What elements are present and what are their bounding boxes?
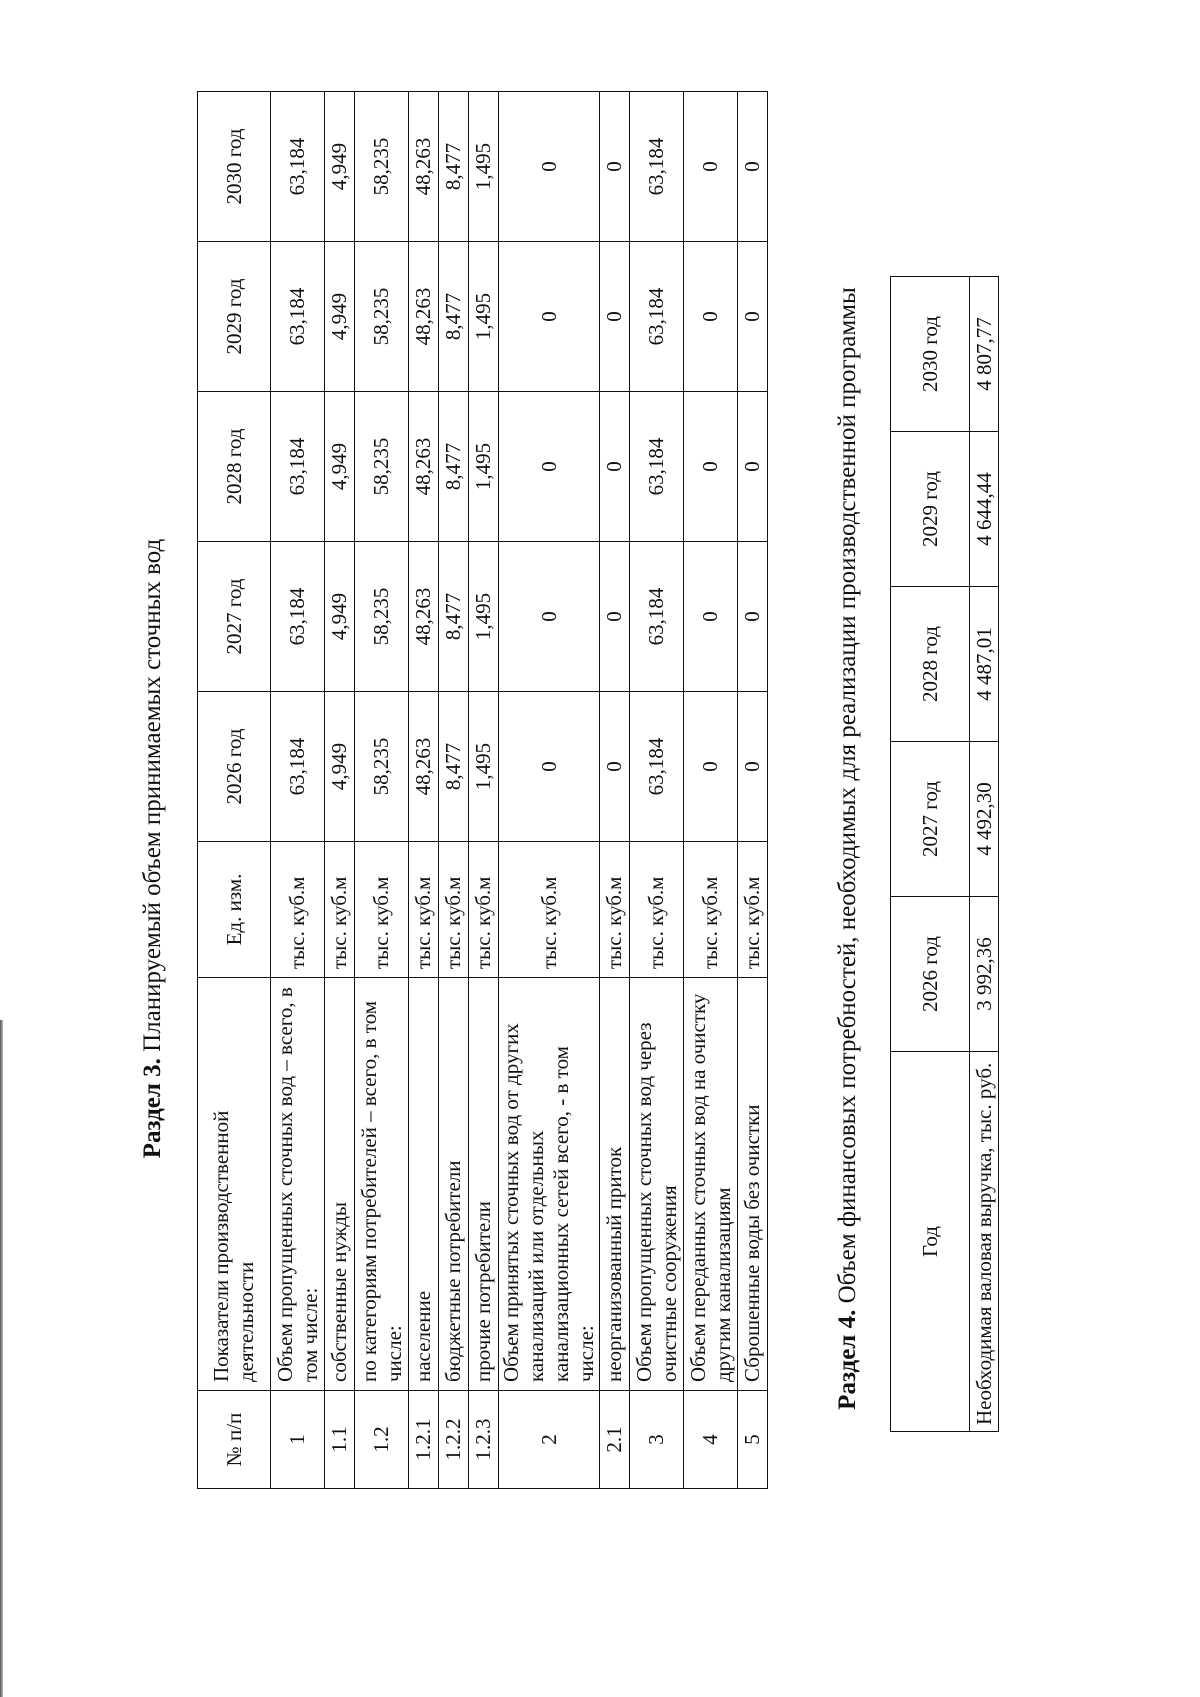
row-value: 8,477 <box>439 392 469 542</box>
table-row <box>409 92 439 1489</box>
row-indicator: бюджетные потребители <box>439 978 469 1391</box>
header-year: 2030 год <box>891 277 970 432</box>
row-value: 63,184 <box>271 542 325 692</box>
row-value: 48,263 <box>409 542 439 692</box>
row-value: 0 <box>738 692 768 842</box>
wastewater-volume-table <box>197 91 768 1489</box>
row-value: 8,477 <box>439 92 469 242</box>
row-value: 0 <box>499 692 600 842</box>
section3-title-number: Раздел 3. <box>139 1058 166 1159</box>
row-value: 1,495 <box>469 542 499 692</box>
table-row <box>738 92 768 1489</box>
row-unit: тыс. куб.м <box>409 842 439 978</box>
row-value: 8,477 <box>439 542 469 692</box>
header-year: 2028 год <box>198 392 271 542</box>
row-unit: тыс. куб.м <box>738 842 768 978</box>
section4-title-number: Раздел 4. <box>834 1309 861 1410</box>
revenue-value: 4 492,30 <box>970 742 999 897</box>
row-unit: тыс. куб.м <box>325 842 355 978</box>
row-unit: тыс. куб.м <box>630 842 684 978</box>
row-value: 0 <box>499 542 600 692</box>
row-value: 0 <box>499 392 600 542</box>
row-value: 1,495 <box>469 242 499 392</box>
row-number: 2 <box>499 1391 600 1489</box>
row-number: 1 <box>271 1391 325 1489</box>
row-value: 0 <box>600 542 630 692</box>
row-value: 63,184 <box>271 692 325 842</box>
row-value: 0 <box>499 242 600 392</box>
row-indicator: неорганизованный приток <box>600 978 630 1391</box>
section3-title <box>138 0 168 1697</box>
row-indicator: Объем принятых сточных вод от других канализаций или отдельных канализационных сетей всего, - в том числе: <box>499 978 600 1391</box>
row-value: 0 <box>499 92 600 242</box>
row-number: 3 <box>630 1391 684 1489</box>
row-indicator: Объем пропущенных сточных вод через очистные сооружения <box>630 978 684 1391</box>
row-indicator: собственные нужды <box>325 978 355 1391</box>
row-indicator: Объем пропущенных сточных вод – всего, в том числе: <box>271 978 325 1391</box>
row-unit: тыс. куб.м <box>600 842 630 978</box>
row-value: 1,495 <box>469 92 499 242</box>
row-value: 1,495 <box>469 392 499 542</box>
header-year-label: Год <box>891 1052 970 1432</box>
row-number: 1.2.1 <box>409 1391 439 1489</box>
row-unit: тыс. куб.м <box>469 842 499 978</box>
section4-title-text: Объем финансовых потребностей, необходимых для реализации производственной программы <box>834 287 861 1310</box>
row-value: 0 <box>684 242 738 392</box>
row-value: 8,477 <box>439 242 469 392</box>
table-row <box>355 92 409 1489</box>
row-number: 1.2 <box>355 1391 409 1489</box>
header-year: 2027 год <box>198 542 271 692</box>
section3-title-text: Планируемый объем принимаемых сточных вод <box>139 538 166 1059</box>
revenue-label: Необходимая валовая выручка, тыс. руб. <box>970 1052 999 1432</box>
row-value: 58,235 <box>355 542 409 692</box>
table-row <box>970 277 999 1432</box>
row-value: 48,263 <box>409 242 439 392</box>
header-year: 2026 год <box>198 692 271 842</box>
row-value: 63,184 <box>630 692 684 842</box>
row-number: 4 <box>684 1391 738 1489</box>
row-number: 1.1 <box>325 1391 355 1489</box>
table-header-row <box>891 277 970 1432</box>
row-value: 58,235 <box>355 242 409 392</box>
row-value: 0 <box>738 392 768 542</box>
table-row <box>600 92 630 1489</box>
header-year: 2029 год <box>198 242 271 392</box>
row-indicator: по категориям потребителей – всего, в том числе: <box>355 978 409 1391</box>
row-value: 58,235 <box>355 692 409 842</box>
row-value: 63,184 <box>271 242 325 392</box>
table-row <box>271 92 325 1489</box>
row-number: 2.1 <box>600 1391 630 1489</box>
row-value: 0 <box>600 392 630 542</box>
row-value: 58,235 <box>355 92 409 242</box>
financial-needs-table <box>890 276 999 1432</box>
table-row <box>325 92 355 1489</box>
row-value: 4,949 <box>325 692 355 842</box>
header-year: 2029 год <box>891 432 970 587</box>
table-row <box>684 92 738 1489</box>
row-indicator: прочие потребители <box>469 978 499 1391</box>
revenue-value: 4 807,77 <box>970 277 999 432</box>
header-year: 2027 год <box>891 742 970 897</box>
row-number: 1.2.2 <box>439 1391 469 1489</box>
row-value: 48,263 <box>409 92 439 242</box>
row-value: 63,184 <box>271 92 325 242</box>
row-value: 4,949 <box>325 542 355 692</box>
row-value: 4,949 <box>325 242 355 392</box>
row-value: 0 <box>684 392 738 542</box>
header-year: 2026 год <box>891 897 970 1052</box>
row-value: 0 <box>600 92 630 242</box>
row-value: 63,184 <box>630 242 684 392</box>
row-value: 0 <box>600 692 630 842</box>
row-unit: тыс. куб.м <box>355 842 409 978</box>
row-unit: тыс. куб.м <box>684 842 738 978</box>
header-indicator: Показатели производственной деятельности <box>198 978 271 1391</box>
row-value: 48,263 <box>409 692 439 842</box>
header-num: № п/п <box>198 1391 271 1489</box>
row-indicator: Сброшенные воды без очистки <box>738 978 768 1391</box>
row-value: 1,495 <box>469 692 499 842</box>
row-unit: тыс. куб.м <box>499 842 600 978</box>
section4-title <box>833 0 863 1697</box>
row-unit: тыс. куб.м <box>271 842 325 978</box>
row-value: 0 <box>738 242 768 392</box>
row-unit: тыс. куб.м <box>439 842 469 978</box>
row-value: 0 <box>600 242 630 392</box>
row-value: 4,949 <box>325 392 355 542</box>
row-number: 1.2.3 <box>469 1391 499 1489</box>
header-year: 2030 год <box>198 92 271 242</box>
header-year: 2028 год <box>891 587 970 742</box>
row-value: 0 <box>684 692 738 842</box>
row-value: 48,263 <box>409 392 439 542</box>
row-value: 63,184 <box>271 392 325 542</box>
row-value: 0 <box>684 92 738 242</box>
row-value: 58,235 <box>355 392 409 542</box>
row-indicator: Объем переданных сточных вод на очистку другим канализациям <box>684 978 738 1391</box>
row-value: 63,184 <box>630 392 684 542</box>
revenue-value: 3 992,36 <box>970 897 999 1052</box>
header-unit: Ед. изм. <box>198 842 271 978</box>
row-value: 0 <box>684 542 738 692</box>
table-row <box>499 92 600 1489</box>
row-value: 63,184 <box>630 542 684 692</box>
row-number: 5 <box>738 1391 768 1489</box>
row-value: 63,184 <box>630 92 684 242</box>
table-row <box>469 92 499 1489</box>
row-indicator: население <box>409 978 439 1391</box>
table-row <box>630 92 684 1489</box>
revenue-value: 4 487,01 <box>970 587 999 742</box>
table-row <box>439 92 469 1489</box>
row-value: 4,949 <box>325 92 355 242</box>
table-header-row <box>198 92 271 1489</box>
revenue-value: 4 644,44 <box>970 432 999 587</box>
row-value: 8,477 <box>439 692 469 842</box>
row-value: 0 <box>738 92 768 242</box>
row-value: 0 <box>738 542 768 692</box>
